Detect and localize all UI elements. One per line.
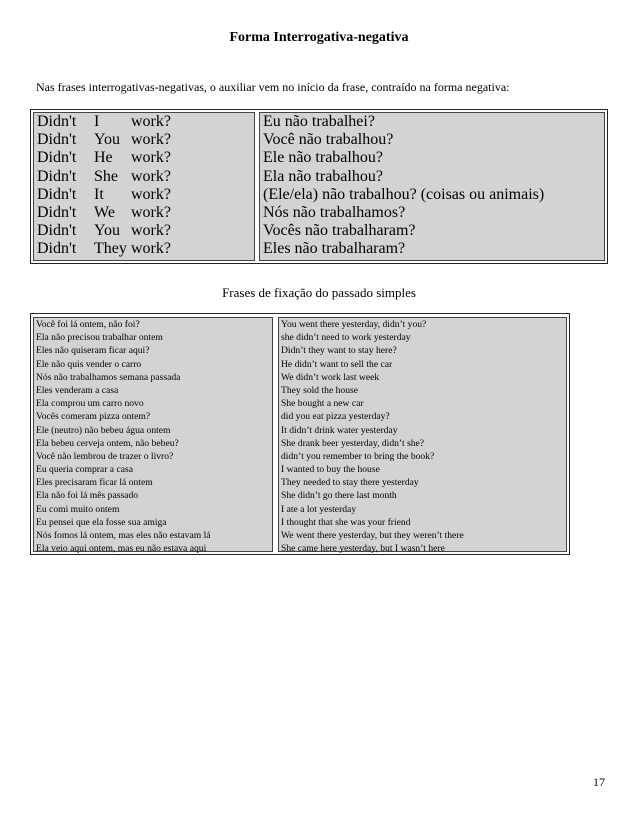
english-sentence: She came here yesterday, but I wasn’t here	[281, 543, 445, 555]
english-sentence: I wanted to buy the house	[281, 464, 380, 476]
intro-text: Nas frases interrogativas-negativas, o auxiliar vem no início da frase, contraído na forma negativa:	[36, 80, 510, 94]
translation-text: Eles não trabalharam?	[263, 240, 406, 258]
auxiliary-text: Didn't	[37, 131, 77, 149]
conjugation-row	[34, 113, 254, 131]
verb-text: work?	[131, 240, 171, 258]
english-sentence: They needed to stay there yesterday	[281, 477, 419, 489]
english-sentence: We didn’t work last week	[281, 371, 380, 383]
portuguese-sentence: Ela veio aqui ontem, mas eu não estava aqui	[36, 543, 207, 555]
translation-text: Eu não trabalhei?	[263, 113, 375, 130]
auxiliary-text: Didn't	[37, 167, 77, 185]
portuguese-sentence: Você não lembrou de trazer o livro?	[36, 450, 174, 462]
translation-text: Você não trabalhou?	[263, 131, 394, 149]
english-sentence: They sold the house	[281, 384, 359, 396]
auxiliary-text: Didn't	[37, 113, 77, 130]
portuguese-sentence: Nós não trabalhamos semana passada	[36, 371, 181, 383]
english-sentence: It didn’t drink water yesterday	[281, 424, 398, 436]
portuguese-sentence: Ela comprou um carro novo	[36, 398, 144, 410]
english-sentence: I thought that she was your friend	[281, 516, 411, 528]
auxiliary-text: Didn't	[37, 185, 77, 203]
english-sentence: You went there yesterday, didn’t you?	[281, 319, 427, 330]
pronoun-text: We	[94, 203, 115, 221]
conjugation-row	[34, 149, 254, 167]
verb-text: work?	[131, 222, 171, 240]
verb-text: work?	[131, 113, 171, 130]
conjugation-translation-column	[259, 112, 605, 261]
conjugation-row	[34, 131, 254, 149]
pronoun-text: You	[94, 131, 120, 149]
verb-text: work?	[131, 149, 171, 167]
portuguese-sentence: Vocês comeram pizza ontem?	[36, 411, 151, 423]
pronoun-text: It	[94, 185, 104, 203]
sentences-table	[30, 313, 570, 555]
portuguese-sentence: Eu pensei que ela fosse sua amiga	[36, 516, 167, 528]
portuguese-sentence: Ele não quis vender o carro	[36, 358, 142, 370]
translation-text: Ele não trabalhou?	[263, 149, 383, 167]
conjugation-row	[34, 204, 254, 222]
portuguese-sentence: Eles precisaram ficar lá ontem	[36, 477, 153, 489]
auxiliary-text: Didn't	[37, 149, 77, 167]
section-subtitle: Frases de fixação do passado simples	[222, 285, 416, 300]
english-sentence: He didn’t want to sell the car	[281, 358, 393, 370]
conjugation-row	[34, 240, 254, 258]
english-sentence: did you eat pizza yesterday?	[281, 411, 390, 423]
portuguese-sentence: Eles não quiseram ficar aqui?	[36, 345, 150, 357]
english-sentence: she didn’t need to work yesterday	[281, 332, 411, 344]
pronoun-text: I	[94, 113, 100, 130]
english-sentence: I ate a lot yesterday	[281, 503, 357, 515]
pronoun-text: You	[94, 222, 120, 240]
translation-text: Nós não trabalhamos?	[263, 203, 406, 221]
auxiliary-text: Didn't	[37, 203, 77, 221]
verb-text: work?	[131, 203, 171, 221]
auxiliary-text: Didn't	[37, 240, 77, 258]
portuguese-sentence: Ela bebeu cerveja ontem, não bebeu?	[36, 437, 179, 449]
pronoun-text: She	[94, 167, 118, 185]
conjugation-row	[34, 222, 254, 240]
pronoun-text: He	[94, 149, 113, 167]
conjugation-row	[34, 186, 254, 204]
english-sentence: We went there yesterday, but they weren’t there	[281, 530, 464, 541]
english-sentence: She didn’t go there last month	[281, 490, 397, 502]
translation-text: Ela não trabalhou?	[263, 167, 383, 185]
conjugation-english-column	[33, 112, 255, 261]
translation-text: Vocês não trabalharam?	[263, 222, 416, 240]
portuguese-sentence: Eu queria comprar a casa	[36, 464, 133, 476]
verb-text: work?	[131, 167, 171, 185]
english-sentence: She drank beer yesterday, didn’t she?	[281, 437, 425, 449]
portuguese-sentence: Ela não precisou trabalhar ontem	[36, 332, 163, 344]
english-sentence: She bought a new car	[281, 398, 364, 410]
pronoun-text: They	[94, 240, 127, 258]
translation-text: (Ele/ela) não trabalhou? (coisas ou animais)	[263, 185, 545, 203]
portuguese-sentence: Você foi lá ontem, não foi?	[36, 319, 140, 330]
english-sentence: Didn’t they want to stay here?	[281, 345, 397, 357]
auxiliary-text: Didn't	[37, 222, 77, 240]
page-title: Forma Interrogativa-negativa	[229, 30, 409, 45]
sentences-portuguese-column	[33, 317, 273, 555]
conjugation-row	[34, 168, 254, 186]
page-number: 17	[593, 775, 605, 789]
sentences-english-column	[278, 317, 567, 555]
portuguese-sentence: Nós fomos lá ontem, mas eles não estavam lá	[36, 530, 211, 541]
portuguese-sentence: Ela não foi lá mês passado	[36, 490, 139, 502]
portuguese-sentence: Eu comi muito ontem	[36, 503, 120, 515]
verb-text: work?	[131, 185, 171, 203]
english-sentence: didn’t you remember to bring the book?	[281, 450, 435, 462]
portuguese-sentence: Eles venderam a casa	[36, 384, 119, 396]
conjugation-table	[30, 109, 608, 264]
portuguese-sentence: Ele (neutro) não bebeu água ontem	[36, 424, 171, 436]
verb-text: work?	[131, 131, 171, 149]
